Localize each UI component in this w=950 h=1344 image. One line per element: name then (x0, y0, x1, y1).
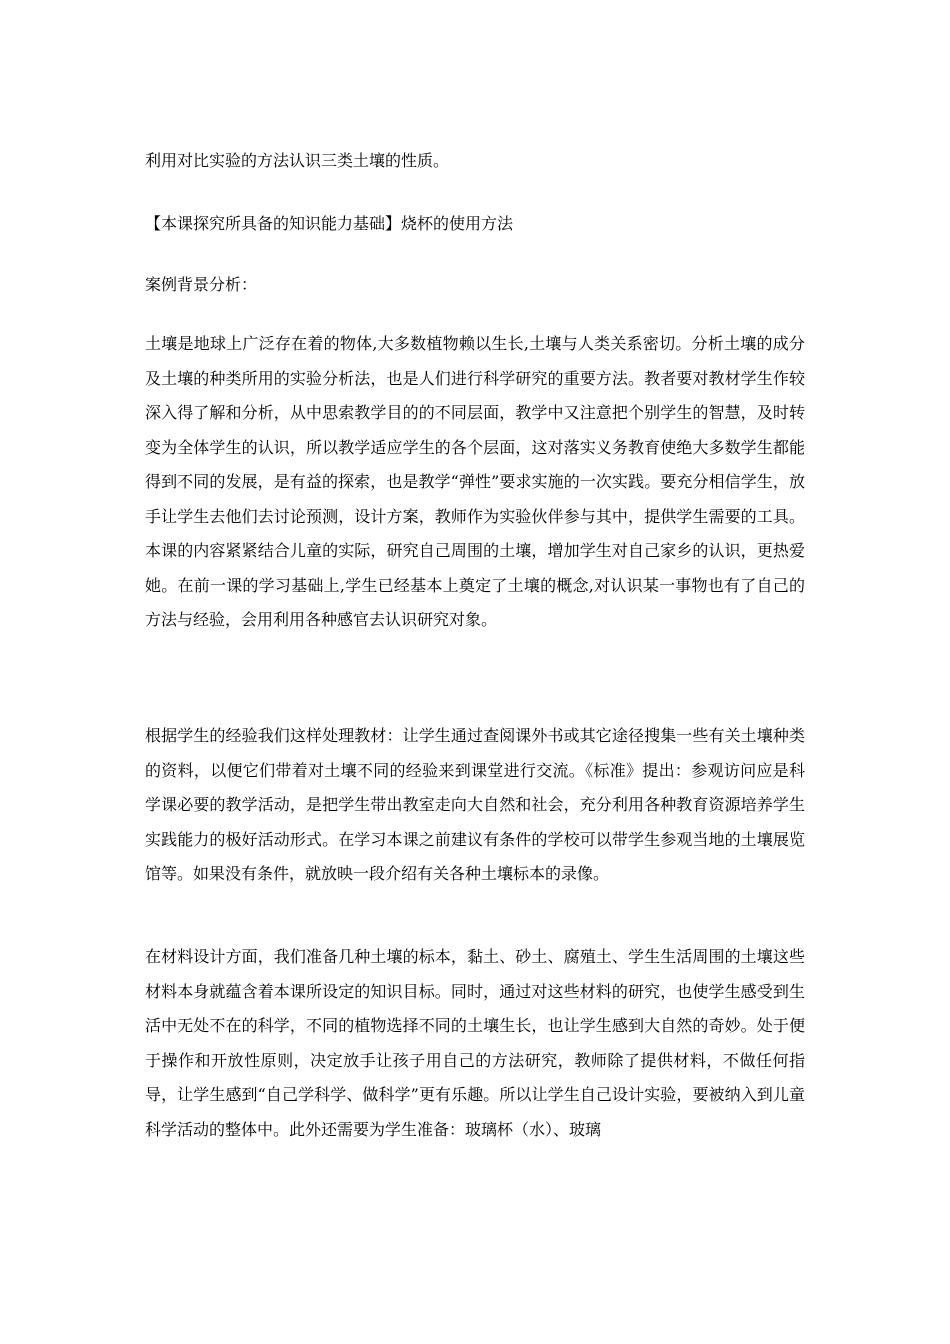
text-line-objective: 利用对比实验的方法认识三类土壤的性质。 (145, 151, 450, 170)
paragraph-soil-background: 土壤是地球上广泛存在着的物体,大多数植物赖以生长,土壤与人类关系密切。分析土壤的成分及土壤的种类所用的实验分析法，也是人们进行科学研究的重要方法。教者要对教材学生作较深入得了解和分析，从中思索教学目的的不同层面，教学中又注意把个别学生的智慧，及时转变为全体学生的认识，所以教学适应学生的各个层面，这对落实义务教育使绝大多数学生都能得到不同的发展，是有益的探索，也是教学“弹性”要求实施的一次实践。要充分相信学生，放手让学生去他们去讨论预测，设计方案，教师作为实验伙伴参与其中，提供学生需要的工具。本课的内容紧紧结合儿童的实际，研究自己周围的土壤，增加学生对自己家乡的认识，更热爱她。在前一课的学习基础上,学生已经基本上奠定了土壤的概念,对认识某一事物也有了自己的方法与经验，会用利用各种感官去认识研究对象。 (145, 334, 805, 629)
text-line-knowledge-basis: 【本课探究所具备的知识能力基础】烧杯的使用方法 (145, 214, 514, 233)
section-heading-case-background: 案例背景分析： (145, 275, 258, 294)
paragraph-material-design: 在材料设计方面，我们准备几种土壤的标本，黏土、砂土、腐殖土、学生生活周围的土壤这些材料本身就蕴含着本课所设定的知识目标。同时，通过对这些材料的研究，也使学生感受到生活中无处不在的科学，不同的植物选择不同的土壤生长，也让学生感到大自然的奇妙。处于便于操作和开放性原则，决定放手让孩子用自己的方法研究，教师除了提供材料，不做任何指导，让学生感到“自己学科学、做科学”更有乐趣。所以让学生自己设计实验，要被纳入到儿童科学活动的整体中。此外还需要为学生准备：玻璃杯（水）、玻璃 (145, 947, 805, 1139)
paragraph-teaching-material: 根据学生的经验我们这样处理教材：让学生通过查阅课外书或其它途径搜集一些有关土壤种类的资料，以便它们带着对土壤不同的经验来到课堂进行交流。《标准》提出：参观访问应是科学课必要的教学活动，是把学生带出教室走向大自然和社会，充分利用各种教育资源培养学生实践能力的极好活动形式。在学习本课之前建议有条件的学校可以带学生参观当地的土壤展览馆等。如果没有条件，就放映一段介绍有关各种土壤标本的录像。 (145, 726, 805, 883)
